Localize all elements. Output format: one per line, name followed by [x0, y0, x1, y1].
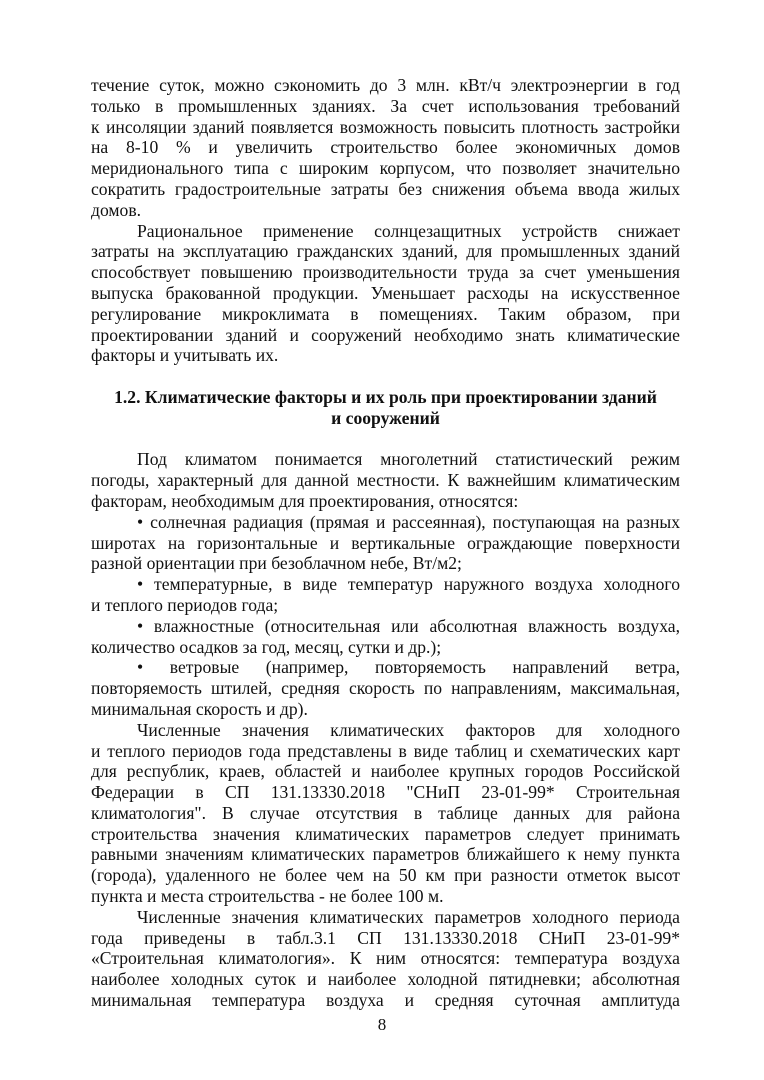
text-line: минимальная скорость и др). [91, 698, 308, 719]
paragraph [91, 907, 680, 1011]
text-line: способствует повышению производительности труда за счет уменьшения [91, 262, 680, 283]
paragraph [91, 449, 680, 511]
paragraph [91, 720, 680, 907]
text-line: • солнечная радиация (прямая и рассеянная), поступающая на разных [137, 511, 680, 532]
text-line: • влажностные (относительная или абсолютная влажность воздуха, [137, 615, 680, 636]
text-line: минимальная температура воздуха и средняя суточная амплитуда [91, 990, 680, 1011]
text-line: равными значениям климатических параметров ближайшего к нему пункта [91, 844, 680, 865]
text-line: Рациональное применение солнцезащитных устройств снижает [137, 220, 680, 241]
text-line: регулирование микроклимата в помещениях. Таким образом, при [91, 303, 680, 324]
text-line: Численные значения климатических параметров холодного периода [137, 906, 680, 927]
text-line: пункта и места строительства - не более 100 м. [91, 886, 444, 907]
text-line: повторяемость штилей, средняя скорость по направлениям, максимальная, [91, 678, 680, 699]
text-line: только в промышленных зданиях. За счет использования требований [91, 95, 680, 116]
text-line: Федерации в СП 131.13330.2018 "СНиП 23-01-99* Строительная [91, 782, 680, 803]
text-line: (города), удаленного не более чем на 50 км при разности отметок высот [91, 865, 680, 886]
text-line: течение суток, можно сэкономить до 3 млн. кВт/ч электроэнергии в год [91, 75, 680, 95]
text-line: затраты на эксплуатацию гражданских зданий, для промышленных зданий [91, 241, 680, 262]
text-line: сократить градостроительные затраты без снижения объема ввода жилых [91, 178, 680, 199]
bullet-item [91, 512, 680, 574]
text-line: факторам, необходимым для проектирования, относятся: [91, 490, 519, 511]
bullet-item [91, 574, 680, 616]
text-line: на 8-10 % и увеличить строительство более экономичных домов [91, 137, 680, 158]
page-number: 8 [377, 1015, 387, 1034]
text-line: меридионального типа с широким корпусом, что позволяет значительно [91, 158, 680, 179]
text-line: и теплого периодов года представлены в виде таблиц и схематических карт [91, 740, 680, 761]
text-line: широтах на горизонтальные и вертикальные ограждающие поверхности [91, 532, 680, 553]
bullet-item [91, 657, 680, 719]
text-line: строительства значения климатических параметров следует принимать [91, 823, 680, 844]
text-line: • ветровые (например, повторяемость направлений ветра, [137, 657, 680, 678]
text-line: и теплого периодов года; [91, 594, 279, 615]
text-line: количество осадков за год, месяц, сутки и др.); [91, 636, 442, 657]
text-line: года приведены в табл.3.1 СП 131.13330.2018 СНиП 23-01-99* [91, 927, 680, 948]
text-line: «Строительная климатология». К ним относятся: температура воздуха [91, 948, 680, 969]
heading-line: и сооружений [331, 407, 440, 428]
text-line: выпуска бракованной продукции. Уменьшает расходы на искусственное [91, 282, 680, 303]
heading-line: 1.2. Климатические факторы и их роль при проектировании зданий [114, 386, 657, 407]
text-line: Под климатом понимается многолетний статистический режим [137, 449, 680, 470]
paragraph [91, 75, 680, 221]
section-heading [91, 387, 680, 429]
text-line: факторы и учитывать их. [91, 345, 279, 366]
text-line: погоды, характерный для данной местности. К важнейшим климатическим [91, 470, 680, 491]
text-line: • температурные, в виде температур наружного воздуха холодного [137, 574, 680, 595]
bullet-item [91, 616, 680, 658]
text-line: наиболее холодных суток и наиболее холодной пятидневки; абсолютная [91, 969, 680, 990]
page-body [91, 75, 680, 1011]
text-line: к инсоляции зданий появляется возможность повысить плотность застройки [91, 116, 680, 137]
text-line: проектировании зданий и сооружений необходимо знать климатические [91, 324, 680, 345]
text-line: Численные значения климатических факторов для холодного [137, 719, 680, 740]
text-line: разной ориентации при безоблачном небе, Вт/м2; [91, 553, 462, 574]
text-line: климатология". В случае отсутствия в таблице данных для района [91, 802, 680, 823]
text-line: для республик, краев, областей и наиболее крупных городов Российской [91, 761, 680, 782]
text-line: домов. [91, 199, 142, 220]
paragraph [91, 221, 680, 367]
